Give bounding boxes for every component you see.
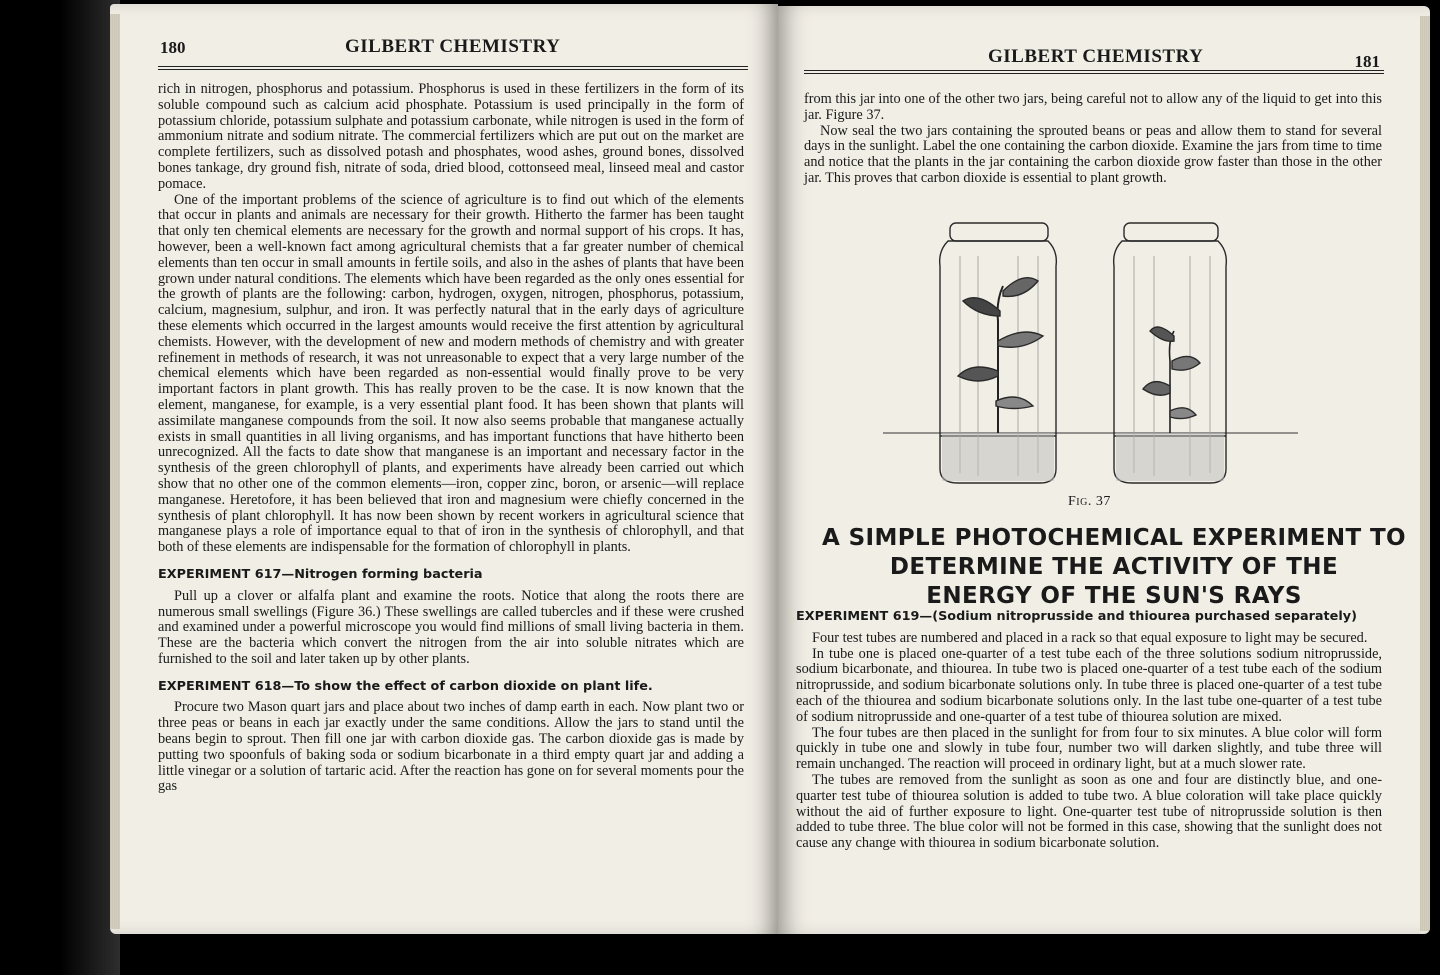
paragraph: from this jar into one of the other two jars, being careful not to allow any of the liquid to get into this jar. Figure 37. bbox=[804, 91, 1382, 123]
left-page bbox=[110, 4, 778, 934]
experiment-619-text bbox=[796, 609, 1382, 852]
paragraph: One of the important problems of the science of agriculture is to find out which of the elements that occur in plants and animals are necessary for their growth. Hitherto the farmer has been taught that only ten chemical elements are necessary for the growth and normal support of his crops. It has, however, been a well-known fact among agricultural chemists that a far greater number of chemical elements than ten occur in small amounts in fertile soils, and also in the ashes of plants that have been grown under natural conditions. The elements which have been regarded as the only ones essential for the growth of plants are the following: carbon, hydrogen, oxygen, nitrogen, phosphorus, potassium, calcium, magnesium, sulphur, and iron. It was perfectly natural that in the early days of agriculture these elements which occurred in the largest amounts would receive the first attention by agricultural chemists. However, with the development of new and modern methods of chemistry and with greater refinement in methods of research, it was not unreasonable to expect that a very large number of the chemical elements which have been regarded as non-essential would finally prove to be very important factors in plant growth. This has really proven to be the case. It is now known that the element, manganese, for example, is a very essential plant food. It has been shown that plants will assimilate manganese compounds from the soil. It now also seems probable that manganese actually exists in small quantities in all living organisms, and has important functions that have hitherto been unrecognized. All the facts to date show that manganese is an important and necessary factor in the synthesis of the green chlorophyll of plants, and experiments have already been carried out which show that no other one of the common elements—iron, copper zinc, boron, or arsenic—will replace manganese. Heretofore, it has been believed that iron and magnesium were chiefly concerned in the synthesis of plant chlorophyll. It has now been shown by recent workers in agricultural science that manganese plays a role of importance equal to that of iron in the synthesis of chlorophyll, and that both of these elements are indispensable for the formation of chlorophyll in plants. bbox=[158, 191, 744, 556]
left-jar bbox=[940, 223, 1057, 483]
title-line: ENERGY OF THE SUN'S RAYS bbox=[926, 583, 1302, 609]
page-edge bbox=[110, 14, 120, 929]
page-number: 181 bbox=[1354, 52, 1380, 71]
experiment-618-heading: EXPERIMENT 618—To show the effect of carbon dioxide on plant life. bbox=[158, 678, 653, 694]
title-line: A SIMPLE PHOTOCHEMICAL EXPERIMENT TO bbox=[821, 525, 1407, 551]
paragraph: In tube one is placed one-quarter of a test tube each of the three solutions sodium nitroprusside, sodium bicarbonate, and thiourea. In tube two is placed one-quarter of a test tube each of the sodium nitroprusside, and sodium bicarbonate solutions only. In tube three is placed one-quarter of a test tube each of the thiourea and sodium bicarbonate solutions only. In the last tube one-quarter of a test tube of sodium nitroprusside and one-quarter of a test tube of thiourea solution are mixed. bbox=[796, 645, 1382, 725]
page-number: 180 bbox=[160, 38, 186, 57]
left-header bbox=[160, 38, 752, 60]
paragraph: Pull up a clover or alfalfa plant and examine the roots. Notice that along the roots there are numerous small swellings (Figure 36.) These swellings are called tubercles and if these were crushed and examined under a powerful microscope you would find millions of small living bacteria in them. These are the bacteria which convert the nitrogen from the air into soluble nitrates which are furnished to the soil and later taken up by other plants. bbox=[158, 587, 744, 667]
running-head: GILBERT CHEMISTRY bbox=[345, 36, 561, 57]
paragraph: Four test tubes are numbered and placed in a rack so that equal exposure to light may be secured. bbox=[812, 629, 1368, 646]
paragraph: rich in nitrogen, phosphorus and potassium. Phosphorus is used in these fertilizers in the form of its soluble compound such as calcium acid phosphate. Potassium is used principally in the form of potassium chloride, potassium sulphate and potassium carbonate, while nitrogen is used in the form of ammonium nitrate and sodium nitrate. The commercial fertilizers which are put out on the market are complete fertilizers, such as dissolved potash and phosphates, wood ashes, ground bones, dissolved bones tankage, dry ground fish, nitrate of soda, dried blood, cottonseed meal, linseed meal and castor pomace. bbox=[158, 81, 744, 192]
experiment-617-heading: EXPERIMENT 617—Nitrogen forming bacteria bbox=[158, 566, 483, 582]
title-line: DETERMINE THE ACTIVITY OF THE bbox=[889, 554, 1339, 580]
experiment-619-heading: EXPERIMENT 619—(Sodium nitroprusside and thiourea purchased separately) bbox=[796, 609, 1357, 624]
figure-caption: Fig. 37 bbox=[1068, 494, 1111, 509]
paragraph: Procure two Mason quart jars and place about two inches of damp earth in each. Now plant two or three peas or beans in each jar exactly under the same conditions. Allow the jars to stand until the beans begin to sprout. Then fill one jar with carbon dioxide gas. The carbon dioxide gas is made by putting two spoonfuls of baking soda or sodium bicarbonate in a third empty quart jar and adding a little vinegar or a solution of tartaric acid. After the reaction has gone on for several moments pour the gas bbox=[158, 699, 744, 795]
paragraph: The four tubes are then placed in the sunlight for from four to six minutes. A blue color will form quickly in tube one and slowly in tube four, number two will darken slightly, and tube three will remain unchanged. The reaction will proceed in ordinary light, but at a much slower rate. bbox=[796, 724, 1382, 773]
header-rule bbox=[804, 70, 1384, 74]
section-title bbox=[808, 524, 1420, 611]
paragraph: Now seal the two jars containing the sprouted beans or peas and allow them to stand for several days in the sunlight. Label the one containing the carbon dioxide. Examine the jars from time to time and notice that the plants in the jar containing the carbon dioxide grow faster than those in the other jar. This proves that carbon dioxide is essential to plant growth. bbox=[804, 122, 1382, 186]
figure-37-mason-jars-illustration bbox=[878, 211, 1308, 491]
right-header bbox=[804, 40, 1380, 71]
right-jar bbox=[1114, 223, 1227, 483]
right-intro-text bbox=[804, 92, 1382, 187]
running-head: GILBERT CHEMISTRY bbox=[988, 46, 1204, 67]
paragraph: The tubes are removed from the sunlight as soon as one and four are distinctly blue, and one-quarter test tube of thiourea solution is added to tube two. A blue coloration will take place quickly without the aid of further exposure to light. One-quarter test tube of nitroprusside solution is then added to tube three. The blue color will not be formed in this case, showing that the sunlight does not cause any change with thiourea in sodium bicarbonate solution. bbox=[796, 771, 1382, 852]
page-edge bbox=[1420, 16, 1430, 931]
left-body-text bbox=[158, 82, 744, 795]
header-rule bbox=[158, 66, 748, 70]
right-page bbox=[778, 6, 1430, 934]
